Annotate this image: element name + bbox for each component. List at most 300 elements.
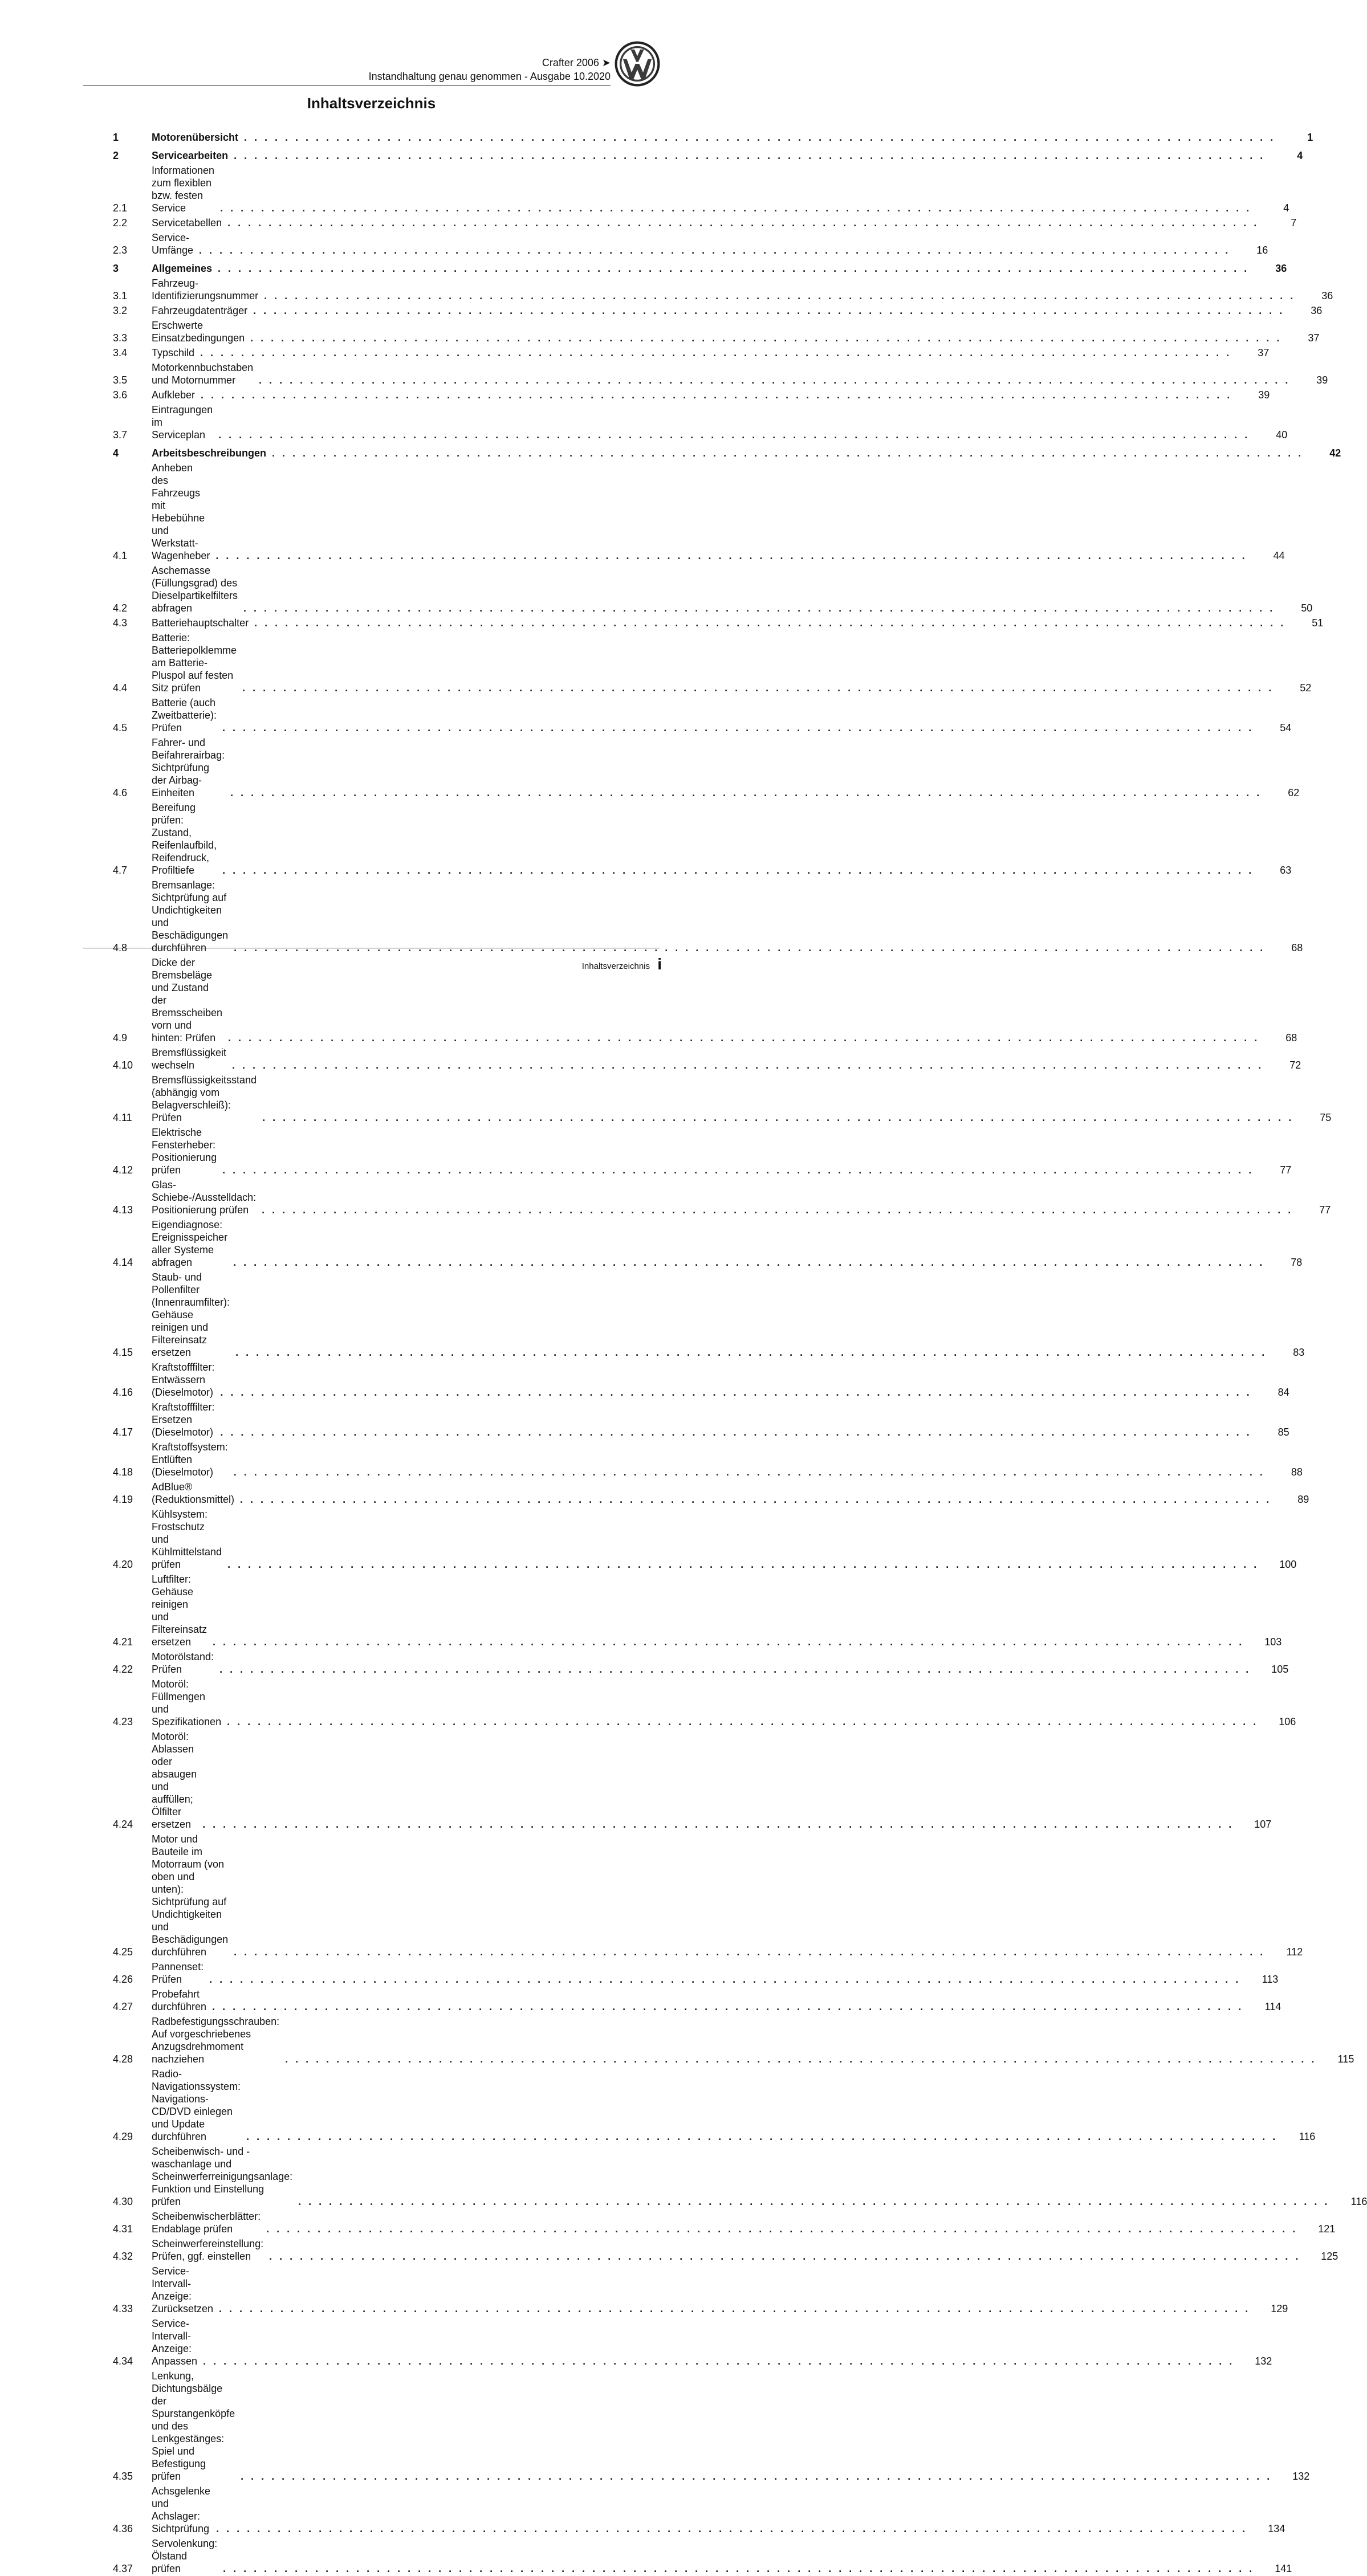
toc-entry[interactable] (113, 360, 1328, 388)
toc-entry-number: 4.9 (113, 1032, 128, 1044)
toc-entry-title: Bereifung prüfen: Zustand, Reifenlaufbild, Reifendruck, Profiltiefe (152, 802, 217, 876)
toc-entry-number: 4.33 (113, 2303, 133, 2314)
toc-entry-title: Kraftstofffilter: Ersetzen (Dieselmotor) (152, 1401, 215, 1438)
toc-entry-title: Dicke der Bremsbeläge und Zustand der Bremsscheiben vorn und hinten: Prüfen (152, 957, 223, 1044)
toc-entry-page: 106 (1279, 1716, 1296, 1727)
toc-entry-title: Informationen zum flexiblen bzw. festen Service (152, 165, 215, 214)
toc-dot-leader (262, 1111, 1293, 1124)
toc-entry-number: 4.6 (113, 787, 128, 798)
toc-entry-number: 3.5 (113, 374, 128, 386)
toc-entry-number: 4.11 (113, 1112, 132, 1123)
toc-entry-title: Motorkennbuchstaben und Motornummer (152, 362, 254, 386)
toc-entry-title: Motor und Bauteile im Motorraum (von oben und unten): Sichtprüfung auf Undichtigkeiten und Beschädigungen durchführen (152, 1833, 229, 1958)
toc-entry[interactable] (113, 1729, 1272, 1832)
toc-dot-leader (298, 2195, 1329, 2208)
toc-entry-title-wrap (152, 2537, 1254, 2575)
toc-entry-page: 77 (1319, 1204, 1331, 1216)
toc-entry-page: 39 (1316, 374, 1328, 386)
toc-entry-page: 37 (1308, 332, 1320, 344)
toc-entry-title: AdBlue® (Reduktionsmittel) (152, 1481, 235, 1505)
toc-entry-title: Pannenset: Prüfen (152, 1961, 204, 1985)
toc-entry-title: Erschwerte Einsatzbedingungen (152, 320, 245, 344)
toc-dot-leader (218, 262, 1249, 275)
toc-entry-title: Motoröl: Füllmengen und Spezifikationen (152, 1678, 222, 1727)
toc-entry[interactable] (113, 616, 1324, 630)
toc-entry-page: 37 (1258, 347, 1270, 358)
toc-entry-page: 77 (1280, 1164, 1292, 1176)
toc-entry[interactable] (113, 1479, 1309, 1507)
toc-entry-title: Kraftstofffilter: Entwässern (Dieselmotor) (152, 1362, 215, 1398)
toc-entry-title: Arbeitsbeschreibungen (152, 447, 267, 459)
toc-entry-page: 113 (1262, 1974, 1279, 1985)
toc-entry-title: Aufkleber (152, 389, 196, 401)
toc-entry-page: 68 (1285, 1032, 1297, 1044)
toc-entry-number: 4.8 (113, 942, 128, 953)
header-edition: Instandhaltung genau genommen - Ausgabe 10.2020 (368, 71, 611, 82)
toc-entry-title-wrap (152, 361, 1290, 386)
toc-dot-leader (235, 1346, 1267, 1359)
toc-entry-title: Batterie (auch Zweitbatterie): Prüfen (152, 697, 217, 733)
toc-entry-title-wrap (152, 1401, 1252, 1438)
toc-entry-title-wrap (152, 1179, 1293, 1216)
toc-entry[interactable] (113, 1177, 1331, 1217)
toc-entry-page: 50 (1301, 602, 1313, 614)
toc-entry-number: 4.15 (113, 1347, 133, 1358)
toc-entry[interactable] (113, 878, 1303, 955)
toc-entry[interactable] (113, 2264, 1288, 2316)
toc-dot-leader (219, 1663, 1251, 1676)
toc-entry-number: 1 (113, 132, 119, 143)
toc-entry-title: Glas-Schiebe-/Ausstelldach: Positionierung prüfen (152, 1179, 257, 1216)
toc-entry[interactable] (113, 563, 1313, 616)
toc-entry[interactable] (113, 303, 1323, 318)
toc-dot-leader (254, 617, 1285, 629)
toc-entry-title: Radio-Navigationssystem: Navigations-CD/DVD einlegen und Update durchführen (152, 2068, 241, 2142)
toc-entry-title: Fahrzeugdatenträger (152, 305, 248, 316)
toc-entry-title-wrap (152, 879, 1265, 954)
toc-entry-title: Achsgelenke und Achslager: Sichtprüfung (152, 2485, 211, 2534)
toc-entry[interactable] (113, 276, 1333, 303)
toc-entry-title-wrap (152, 217, 1259, 229)
toc-entry[interactable] (113, 1360, 1289, 1400)
toc-entry-page: 115 (1337, 2053, 1354, 2065)
toc-entry-title: Staub- und Pollenfilter (Innenraumfilter): Gehäuse reinigen und Filtereinsatz ersetzen (152, 1271, 230, 1358)
toc-entry-number: 4.27 (113, 2001, 133, 2012)
toc-entry-title-wrap (152, 1678, 1258, 1728)
toc-entry-title-wrap (152, 1271, 1267, 1359)
toc-entry-page: 116 (1350, 2196, 1367, 2207)
toc-entry-number: 3.4 (113, 347, 128, 358)
toc-entry-number: 4.22 (113, 1664, 133, 1675)
toc-dot-leader (200, 347, 1231, 359)
toc-entry-number: 4.19 (113, 1494, 133, 1505)
toc-entry[interactable] (113, 695, 1292, 735)
toc-entry[interactable] (113, 1125, 1292, 1177)
toc-entry-title-wrap (152, 277, 1295, 302)
toc-entry-title-wrap (152, 2015, 1316, 2065)
toc-entry-title: Elektrische Fensterheber: Positionierung prüfen (152, 1127, 217, 1176)
toc-entry-title-wrap (152, 403, 1250, 441)
toc-entry[interactable] (113, 2316, 1272, 2369)
toc-entry[interactable] (113, 2066, 1316, 2144)
toc-entry[interactable] (113, 1677, 1296, 1729)
toc-entry-title: Scheinwerfereinstellung: Prüfen, ggf. einstellen (152, 2238, 264, 2262)
toc-entry-title: Fahrer- und Beifahrerairbag: Sichtprüfung der Airbag-Einheiten (152, 737, 225, 798)
toc-entry-number: 2.3 (113, 244, 128, 256)
toc-entry-title-wrap (152, 319, 1281, 344)
toc-entry-title: Kraftstoffsystem: Entlüften (Dieselmotor) (152, 1441, 228, 1478)
vw-logo-icon (613, 40, 661, 88)
toc-entry-title-wrap (152, 617, 1285, 629)
toc-entry[interactable] (113, 230, 1268, 258)
toc-entry-page: 114 (1264, 2001, 1281, 2012)
toc-dot-leader (243, 602, 1275, 614)
toc-dot-leader (228, 1032, 1259, 1044)
toc-entry-title-wrap (152, 1361, 1252, 1399)
toc-dot-leader (220, 202, 1251, 214)
toc-entry-title-wrap (152, 1988, 1243, 2013)
toc-entry-page: 107 (1254, 1819, 1272, 1830)
toc-entry[interactable] (113, 800, 1292, 878)
toc-entry-title-wrap (152, 1441, 1265, 1478)
toc-dot-leader (266, 2223, 1297, 2235)
toc-entry-title: Service-Umfänge (152, 232, 194, 256)
toc-entry-title: Motoröl: Ablassen oder absaugen und auffüllen; Ölfilter ersetzen (152, 1731, 197, 1830)
toc-dot-leader (230, 786, 1262, 799)
toc-dot-leader (244, 131, 1275, 144)
toc-entry-title-wrap (152, 231, 1230, 256)
toc-entry-page: 40 (1276, 429, 1288, 441)
toc-entry-number: 4.29 (113, 2131, 133, 2142)
toc-dot-leader (253, 304, 1284, 317)
toc-entry[interactable] (113, 735, 1300, 800)
toc-dot-leader (209, 1973, 1240, 1986)
toc-dot-leader (259, 374, 1290, 386)
toc-dot-leader (222, 722, 1254, 734)
toc-entry-number: 2 (113, 150, 119, 161)
toc-entry[interactable] (113, 2484, 1285, 2536)
toc-dot-leader (222, 1164, 1254, 1176)
toc-entry-number: 2.1 (113, 202, 128, 214)
toc-entry-number: 4.13 (113, 1204, 133, 1216)
toc-entry-title-wrap (152, 1508, 1259, 1571)
toc-entry-page: 1 (1307, 132, 1313, 143)
toc-dot-leader (241, 2470, 1272, 2483)
toc-entry-title-wrap (152, 1218, 1264, 1269)
toc-entry-page: 39 (1258, 389, 1270, 401)
toc-entry[interactable] (113, 1572, 1282, 1649)
toc-entry[interactable] (113, 1217, 1303, 1270)
page-header (83, 55, 611, 86)
toc-entry-page: 78 (1291, 1257, 1303, 1268)
toc-entry-title-wrap (152, 1573, 1244, 1648)
toc-entry-number: 4.25 (113, 1946, 133, 1958)
toc-entry[interactable] (113, 2209, 1336, 2236)
toc-entry-page: 75 (1320, 1112, 1332, 1123)
toc-dot-leader (272, 447, 1303, 459)
toc-entry-page: 4 (1297, 150, 1303, 161)
toc-entry-page: 85 (1278, 1426, 1289, 1438)
toc-entry-page: 89 (1297, 1494, 1309, 1505)
toc-entry[interactable] (113, 1073, 1332, 1125)
toc-dot-leader (220, 1426, 1251, 1438)
toc-dot-leader (232, 1059, 1263, 1071)
toc-dot-leader (233, 1256, 1264, 1269)
toc-entry[interactable] (113, 1987, 1281, 2014)
toc-entry-title-wrap (152, 2237, 1300, 2263)
toc-entry-page: 36 (1275, 263, 1287, 274)
toc-entry-number: 3.6 (113, 389, 128, 401)
toc-entry-number: 4.23 (113, 1716, 133, 1727)
toc-entry-title: Servolenkung: Ölstand prüfen (152, 2538, 218, 2574)
toc-entry-title-wrap (152, 262, 1249, 275)
toc-entry-number: 4.4 (113, 682, 128, 694)
toc-entry-page: 51 (1312, 617, 1324, 629)
toc-entry-number: 3.1 (113, 290, 128, 301)
toc-entry-title: Scheibenwischerblätter: Endablage prüfen (152, 2211, 261, 2235)
toc-entry-title-wrap (152, 1650, 1251, 1676)
toc-dot-leader (262, 1204, 1293, 1216)
toc-entry-title: Allgemeines (152, 263, 213, 274)
toc-entry-title-wrap (152, 2317, 1234, 2367)
toc-dot-leader (220, 1386, 1251, 1399)
toc-entry-title-wrap (152, 2265, 1250, 2315)
toc-entry-title: Anheben des Fahrzeugs mit Hebebühne und Werkstatt-Wagenheber (152, 462, 210, 561)
toc-entry-page: 105 (1271, 1664, 1289, 1675)
toc-entry-title-wrap (152, 347, 1231, 359)
toc-dot-leader (223, 2562, 1254, 2575)
toc-entry-page: 44 (1273, 550, 1285, 561)
toc-entry-title-wrap (152, 304, 1284, 317)
toc-entry-title: Typschild (152, 347, 195, 358)
toc-entry-title-wrap (152, 1730, 1234, 1831)
toc-entry-title-wrap (152, 2485, 1247, 2535)
toc-entry-title: Bremsflüssigkeit wechseln (152, 1047, 227, 1071)
toc-entry-title: Aschemasse (Füllungsgrad) des Dieselpartikelfilters abfragen (152, 565, 238, 614)
toc-entry-page: 54 (1280, 722, 1292, 733)
toc-entry[interactable] (113, 215, 1297, 230)
toc-entry[interactable] (113, 388, 1270, 402)
toc-dot-leader (234, 1946, 1265, 1958)
toc-entry-number: 4.36 (113, 2523, 133, 2534)
toc-entry-title: Bremsflüssigkeitsstand (abhängig vom Belagverschleiß): Prüfen (152, 1074, 257, 1123)
toc-entry-title-wrap (152, 1126, 1254, 1176)
toc-entry-page: 132 (1255, 2355, 1272, 2367)
toc-entry-title: Kühlsystem: Frostschutz und Kühlmittelstand prüfen (152, 1509, 222, 1570)
toc-entry-number: 3.2 (113, 305, 128, 316)
toc-entry[interactable] (113, 1959, 1279, 1987)
toc-entry-title-wrap (152, 447, 1303, 459)
toc-entry-title: Batteriehauptschalter (152, 617, 249, 629)
toc-dot-leader (199, 244, 1230, 256)
toc-entry-title-wrap (152, 1960, 1240, 1986)
toc-entry-number: 4.24 (113, 1819, 133, 1830)
toc-entry[interactable] (113, 2144, 1367, 2209)
toc-entry-number: 4 (113, 447, 119, 459)
toc-entry[interactable] (113, 446, 1341, 460)
toc-entry-title: Batterie: Batteriepolklemme am Batterie-Pluspol auf festen Sitz prüfen (152, 632, 237, 694)
toc-entry-page: 132 (1292, 2471, 1310, 2482)
toc-entry-page: 36 (1311, 305, 1323, 316)
toc-entry-page: 88 (1291, 1466, 1303, 1478)
toc-entry-number: 3.3 (113, 332, 128, 344)
toc-entry-title: Scheibenwisch- und -waschanlage und Scheinwerferreinigungsanlage: Funktion und Einstellung prüfen (152, 2146, 293, 2207)
toc-dot-leader (269, 2250, 1300, 2263)
toc-entry-title: Motorölstand: Prüfen (152, 1651, 214, 1675)
toc-entry-page: 72 (1289, 1059, 1301, 1071)
toc-entry-page: 84 (1278, 1387, 1289, 1398)
toc-entry-page: 52 (1300, 682, 1312, 694)
toc-entry[interactable] (113, 460, 1285, 563)
toc-entry-title-wrap (152, 736, 1262, 799)
toc-entry-number: 4.34 (113, 2355, 133, 2367)
toc-entry-title-wrap (152, 1481, 1271, 1506)
toc-dot-leader (242, 682, 1274, 694)
toc-entry[interactable] (113, 955, 1297, 1045)
toc-entry-title: Eigendiagnose: Ereignisspeicher aller Systeme abfragen (152, 1219, 228, 1268)
toc-entry-number: 4.3 (113, 617, 128, 629)
toc-entry-page: 141 (1275, 2563, 1292, 2574)
toc-dot-leader (246, 2130, 1278, 2143)
toc-entry-title: Probefahrt durchführen (152, 1988, 207, 2012)
toc-entry-number: 4.35 (113, 2471, 133, 2482)
toc-dot-leader (213, 1636, 1244, 1648)
toc-entry-number: 4.28 (113, 2053, 133, 2065)
toc-dot-leader (201, 389, 1232, 401)
toc-entry[interactable] (113, 1270, 1305, 1360)
toc-entry-title-wrap (152, 1046, 1263, 1071)
toc-dot-leader (202, 1818, 1234, 1831)
toc-entry[interactable] (113, 130, 1313, 145)
toc-entry-title: Servicearbeiten (152, 150, 229, 161)
toc-dot-leader (234, 1466, 1265, 1478)
toc-dot-leader (227, 1715, 1258, 1728)
toc-dot-leader (285, 2053, 1316, 2065)
toc-entry-number: 4.7 (113, 865, 128, 876)
toc-dot-leader (264, 290, 1295, 302)
toc-entry-page: 36 (1321, 290, 1333, 301)
toc-entry[interactable] (113, 148, 1303, 163)
toc-entry[interactable] (113, 1440, 1303, 1479)
toc-entry-title: Fahrzeug-Identifizierungsnummer (152, 278, 259, 301)
footer-page-number: i (657, 955, 662, 973)
toc-entry-page: 103 (1264, 1636, 1282, 1648)
toc-entry-title-wrap (152, 1833, 1265, 1958)
toc-entry-number: 4.2 (113, 602, 128, 614)
toc-entry[interactable] (113, 1045, 1301, 1073)
toc-entry-title-wrap (152, 564, 1275, 614)
toc-entry-number: 4.14 (113, 1257, 133, 1268)
toc-entry-title-wrap (152, 801, 1254, 877)
footer-label: Inhaltsverzeichnis (581, 961, 650, 971)
toc-entry[interactable] (113, 261, 1287, 276)
toc-entry-title-wrap (152, 696, 1254, 734)
toc-entry-page: 62 (1288, 787, 1300, 798)
toc-entry-number: 4.30 (113, 2196, 133, 2207)
toc-entry-number: 4.20 (113, 1559, 133, 1570)
toc-entry-page: 112 (1286, 1946, 1303, 1958)
toc-dot-leader (212, 2000, 1243, 2013)
toc-dot-leader (203, 2355, 1234, 2367)
toc-dot-leader (219, 2302, 1250, 2315)
toc-entry[interactable] (113, 2236, 1338, 2264)
toc-entry[interactable] (113, 318, 1320, 345)
toc-entry-title: Service-Intervall-Anzeige: Zurücksetzen (152, 2265, 214, 2314)
toc-entry-page: 42 (1329, 447, 1341, 459)
toc-entry-number: 3 (113, 263, 119, 274)
toc-entry-page: 16 (1256, 244, 1268, 256)
toc-entry-number: 4.18 (113, 1466, 133, 1478)
toc-entry-title-wrap (152, 2145, 1329, 2208)
toc-entry-page: 116 (1299, 2131, 1316, 2142)
toc-entry-number: 4.26 (113, 1974, 133, 1985)
toc-entry-title: Eintragungen im Serviceplan (152, 404, 213, 441)
toc-entry-page: 125 (1321, 2251, 1338, 2262)
toc-entry-page: 129 (1271, 2303, 1288, 2314)
toc-entry[interactable] (113, 2369, 1310, 2484)
toc-entry[interactable] (113, 1832, 1303, 1959)
toc-entry[interactable] (113, 2014, 1354, 2066)
page-title: Inhaltsverzeichnis (307, 95, 436, 112)
toc-entry-title-wrap (152, 631, 1274, 694)
toc-dot-leader (240, 1493, 1271, 1506)
toc-entry-title: Lenkung, Dichtungsbälge der Spurstangenköpfe und des Lenkgestänges: Spiel und Befestigung prüfen (152, 2370, 235, 2482)
toc-dot-leader (222, 864, 1254, 877)
toc-entry-number: 4.12 (113, 1164, 133, 1176)
toc-entry-title-wrap (152, 2210, 1297, 2235)
toc-entry-page: 121 (1318, 2223, 1336, 2235)
toc-entry[interactable] (113, 345, 1270, 360)
toc-entry-number: 4.21 (113, 1636, 133, 1648)
toc-entry-page: 7 (1291, 217, 1297, 229)
toc-entry[interactable] (113, 1649, 1289, 1677)
toc-entry-number: 4.17 (113, 1426, 133, 1438)
toc-entry-title-wrap (152, 2370, 1272, 2483)
toc-entry-title: Motorenübersicht (152, 132, 239, 143)
toc-entry-number: 4.32 (113, 2251, 133, 2262)
toc-entry[interactable] (113, 1507, 1297, 1572)
toc-entry-number: 4.5 (113, 722, 128, 733)
toc-entry-title-wrap (152, 149, 1265, 162)
toc-entry-page: 68 (1291, 942, 1303, 953)
toc-entry-number: 2.2 (113, 217, 128, 229)
toc-entry[interactable] (113, 630, 1312, 695)
toc-entry-number: 4.37 (113, 2563, 133, 2574)
toc-entry-number: 4.1 (113, 550, 128, 561)
toc-entry-page: 134 (1268, 2523, 1285, 2534)
toc-entry-title: Service-Intervall-Anzeige: Anpassen (152, 2318, 198, 2367)
toc-entry-number: 4.10 (113, 1059, 133, 1071)
toc-dot-leader (227, 217, 1259, 229)
toc-entry[interactable] (113, 163, 1289, 215)
toc-entry-title: Radbefestigungsschrauben: Auf vorgeschriebenes Anzugsdrehmoment nachziehen (152, 2016, 280, 2065)
toc-entry-title-wrap (152, 462, 1247, 562)
toc-entry-page: 100 (1279, 1559, 1297, 1570)
toc-entry-title: Bremsanlage: Sichtprüfung auf Undichtigkeiten und Beschädigungen durchführen (152, 879, 229, 953)
toc-entry-title-wrap (152, 1074, 1293, 1124)
toc-entry[interactable] (113, 2536, 1292, 2576)
toc-entry-title-wrap (152, 131, 1275, 144)
toc-dot-leader (216, 2522, 1247, 2535)
toc-entry[interactable] (113, 402, 1288, 442)
toc-entry-number: 3.7 (113, 429, 128, 441)
toc-entry-number: 4.31 (113, 2223, 133, 2235)
table-of-contents (113, 130, 1367, 2576)
toc-dot-leader (218, 429, 1250, 441)
toc-entry-title-wrap (152, 2068, 1278, 2143)
toc-entry[interactable] (113, 1400, 1289, 1440)
toc-entry-title-wrap (152, 389, 1232, 401)
